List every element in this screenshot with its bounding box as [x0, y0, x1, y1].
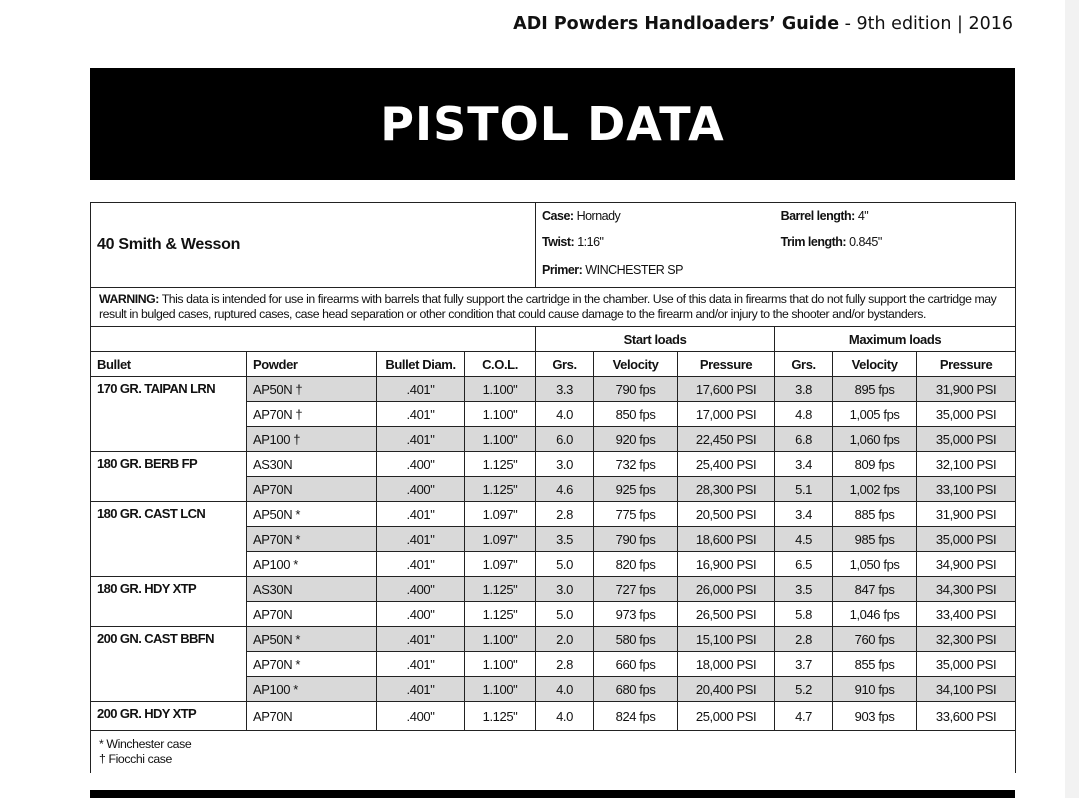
- cell-m-vel: 985 fps: [833, 527, 917, 552]
- cell-m-vel: 847 fps: [833, 577, 917, 602]
- cell-s-grs: 2.8: [536, 502, 594, 527]
- cell-m-pres: 31,900 PSI: [917, 502, 1016, 527]
- cell-s-pres: 25,000 PSI: [678, 702, 775, 731]
- twist-value: 1:16": [577, 235, 604, 249]
- cell-powder: AP50N *: [247, 627, 377, 652]
- table-row: [91, 452, 1016, 477]
- twist-label: Twist:: [542, 235, 575, 249]
- col-header-powder: Powder: [247, 352, 377, 377]
- guide-edition: - 9th edition | 2016: [844, 14, 1013, 34]
- footnote: † Fiocchi case: [99, 752, 172, 766]
- col-header-max-grs: Grs.: [775, 352, 833, 377]
- bottom-bar: [90, 790, 1015, 798]
- cell-diam: .401": [377, 652, 465, 677]
- warning-label: WARNING:: [99, 292, 159, 306]
- warning-body: This data is intended for use in firearms with barrels that fully support the cartridge in the chamber. Use of this data in firearms that do not fully support the cartridge may result in bulged cases, ruptured cases, case head separation or other condition that could cause damage to the firearm and/or injury to the shooter and/or bystanders.: [99, 292, 997, 321]
- cell-m-pres: 32,300 PSI: [917, 627, 1016, 652]
- cell-col: 1.097": [465, 552, 536, 577]
- cell-m-vel: 760 fps: [833, 627, 917, 652]
- cell-s-pres: 17,600 PSI: [678, 377, 775, 402]
- cell-col: 1.100": [465, 377, 536, 402]
- cell-s-vel: 680 fps: [594, 677, 678, 702]
- cell-powder: AS30N: [247, 452, 377, 477]
- cell-diam: .400": [377, 602, 465, 627]
- cell-powder: AP70N †: [247, 402, 377, 427]
- cell-s-pres: 26,500 PSI: [678, 602, 775, 627]
- cell-s-pres: 18,600 PSI: [678, 527, 775, 552]
- cell-s-grs: 3.0: [536, 452, 594, 477]
- cell-m-pres: 35,000 PSI: [917, 527, 1016, 552]
- table-row: [91, 577, 1016, 602]
- guide-header: [513, 14, 1013, 34]
- load-data-table: [90, 202, 1016, 773]
- cell-diam: .401": [377, 502, 465, 527]
- cell-m-grs: 6.5: [775, 552, 833, 577]
- cell-powder: AP70N: [247, 602, 377, 627]
- cell-s-vel: 850 fps: [594, 402, 678, 427]
- cell-s-pres: 18,000 PSI: [678, 652, 775, 677]
- table-row: [91, 502, 1016, 527]
- bullet-name: 200 GR. HDY XTP: [91, 702, 247, 731]
- cell-s-vel: 732 fps: [594, 452, 678, 477]
- cell-s-vel: 790 fps: [594, 377, 678, 402]
- cell-m-grs: 5.8: [775, 602, 833, 627]
- cell-col: 1.125": [465, 452, 536, 477]
- cell-m-grs: 3.7: [775, 652, 833, 677]
- table-row: [91, 377, 1016, 402]
- page-edge: [1065, 0, 1079, 798]
- cell-m-grs: 4.8: [775, 402, 833, 427]
- cell-m-vel: 903 fps: [833, 702, 917, 731]
- bullet-name: 170 GR. TAIPAN LRN: [91, 377, 247, 452]
- cell-s-grs: 4.6: [536, 477, 594, 502]
- cell-m-pres: 33,100 PSI: [917, 477, 1016, 502]
- cell-s-pres: 26,000 PSI: [678, 577, 775, 602]
- cell-s-pres: 25,400 PSI: [678, 452, 775, 477]
- cell-m-grs: 5.1: [775, 477, 833, 502]
- cell-m-pres: 32,100 PSI: [917, 452, 1016, 477]
- bullet-name: 200 GN. CAST BBFN: [91, 627, 247, 702]
- cell-m-vel: 1,050 fps: [833, 552, 917, 577]
- warning-row: [91, 288, 1016, 327]
- barrel-label: Barrel length:: [780, 209, 855, 223]
- cell-powder: AP50N *: [247, 502, 377, 527]
- col-header-max-velocity: Velocity: [833, 352, 917, 377]
- cell-powder: AP70N: [247, 702, 377, 731]
- cell-col: 1.100": [465, 627, 536, 652]
- cell-s-vel: 660 fps: [594, 652, 678, 677]
- cell-m-vel: 1,060 fps: [833, 427, 917, 452]
- bullet-name: 180 GR. HDY XTP: [91, 577, 247, 627]
- cell-powder: AP100 †: [247, 427, 377, 452]
- cell-s-vel: 775 fps: [594, 502, 678, 527]
- cell-m-grs: 4.7: [775, 702, 833, 731]
- cell-s-grs: 2.0: [536, 627, 594, 652]
- cell-s-grs: 3.0: [536, 577, 594, 602]
- barrel-info: [775, 203, 1016, 288]
- cell-m-grs: 6.8: [775, 427, 833, 452]
- cell-s-pres: 15,100 PSI: [678, 627, 775, 652]
- footnote: * Winchester case: [99, 737, 192, 751]
- cell-powder: AP50N †: [247, 377, 377, 402]
- cell-diam: .400": [377, 577, 465, 602]
- cell-s-vel: 824 fps: [594, 702, 678, 731]
- cell-s-vel: 920 fps: [594, 427, 678, 452]
- col-header-start-grs: Grs.: [536, 352, 594, 377]
- cell-s-grs: 2.8: [536, 652, 594, 677]
- cell-m-vel: 855 fps: [833, 652, 917, 677]
- cell-m-vel: 1,005 fps: [833, 402, 917, 427]
- cell-s-grs: 3.5: [536, 527, 594, 552]
- trim-value: 0.845": [849, 235, 882, 249]
- cell-diam: .401": [377, 677, 465, 702]
- cell-s-vel: 925 fps: [594, 477, 678, 502]
- cell-s-pres: 20,500 PSI: [678, 502, 775, 527]
- cell-m-vel: 1,046 fps: [833, 602, 917, 627]
- cell-s-grs: 5.0: [536, 602, 594, 627]
- cell-col: 1.100": [465, 652, 536, 677]
- section-title: PISTOL DATA: [380, 97, 725, 151]
- cell-powder: AP100 *: [247, 677, 377, 702]
- cartridge-info-row: [91, 203, 1016, 288]
- cell-s-grs: 5.0: [536, 552, 594, 577]
- trim-label: Trim length:: [780, 235, 847, 249]
- cell-s-vel: 727 fps: [594, 577, 678, 602]
- cell-m-pres: 31,900 PSI: [917, 377, 1016, 402]
- cell-diam: .401": [377, 627, 465, 652]
- cell-m-pres: 34,300 PSI: [917, 577, 1016, 602]
- cell-s-pres: 20,400 PSI: [678, 677, 775, 702]
- cell-powder: AP100 *: [247, 552, 377, 577]
- cell-m-grs: 3.5: [775, 577, 833, 602]
- cell-m-grs: 3.4: [775, 452, 833, 477]
- cell-col: 1.125": [465, 577, 536, 602]
- cell-m-pres: 34,100 PSI: [917, 677, 1016, 702]
- cell-diam: .401": [377, 427, 465, 452]
- guide-name: ADI Powders Handloaders’ Guide: [513, 14, 840, 34]
- cell-diam: .401": [377, 527, 465, 552]
- cell-m-vel: 1,002 fps: [833, 477, 917, 502]
- cell-powder: AP70N: [247, 477, 377, 502]
- cell-m-grs: 5.2: [775, 677, 833, 702]
- group-header-blank: [91, 327, 536, 352]
- cell-s-pres: 17,000 PSI: [678, 402, 775, 427]
- start-loads-header: Start loads: [536, 327, 775, 352]
- cell-col: 1.125": [465, 602, 536, 627]
- cell-s-pres: 28,300 PSI: [678, 477, 775, 502]
- cell-diam: .401": [377, 402, 465, 427]
- cell-m-vel: 885 fps: [833, 502, 917, 527]
- cell-diam: .400": [377, 477, 465, 502]
- bullet-name: 180 GR. CAST LCN: [91, 502, 247, 577]
- cell-s-pres: 16,900 PSI: [678, 552, 775, 577]
- col-header-start-pressure: Pressure: [678, 352, 775, 377]
- case-value: Hornady: [576, 209, 621, 223]
- case-label: Case:: [542, 209, 574, 223]
- cell-m-pres: 33,400 PSI: [917, 602, 1016, 627]
- cell-m-pres: 34,900 PSI: [917, 552, 1016, 577]
- table-row: [91, 627, 1016, 652]
- cell-col: 1.097": [465, 527, 536, 552]
- cell-m-pres: 33,600 PSI: [917, 702, 1016, 731]
- cell-m-grs: 3.8: [775, 377, 833, 402]
- cell-m-pres: 35,000 PSI: [917, 652, 1016, 677]
- col-header-col: C.O.L.: [465, 352, 536, 377]
- cell-diam: .401": [377, 377, 465, 402]
- cell-col: 1.125": [465, 702, 536, 731]
- cell-col: 1.100": [465, 402, 536, 427]
- table-row: [91, 702, 1016, 731]
- cell-col: 1.125": [465, 477, 536, 502]
- warning-text: [91, 288, 1016, 327]
- cell-powder: AP70N *: [247, 652, 377, 677]
- col-header-diam: Bullet Diam.: [377, 352, 465, 377]
- cell-s-grs: 6.0: [536, 427, 594, 452]
- cell-s-grs: 4.0: [536, 402, 594, 427]
- cell-m-grs: 4.5: [775, 527, 833, 552]
- col-header-start-velocity: Velocity: [594, 352, 678, 377]
- cartridge-name: 40 Smith & Wesson: [91, 203, 536, 288]
- cell-col: 1.100": [465, 427, 536, 452]
- cell-s-pres: 22,450 PSI: [678, 427, 775, 452]
- col-header-max-pressure: Pressure: [917, 352, 1016, 377]
- cell-m-vel: 895 fps: [833, 377, 917, 402]
- cell-diam: .400": [377, 702, 465, 731]
- case-info: [536, 203, 775, 288]
- cell-s-vel: 820 fps: [594, 552, 678, 577]
- cell-s-vel: 973 fps: [594, 602, 678, 627]
- section-banner: [90, 68, 1015, 180]
- cell-s-grs: 3.3: [536, 377, 594, 402]
- cell-powder: AS30N: [247, 577, 377, 602]
- cell-m-pres: 35,000 PSI: [917, 402, 1016, 427]
- cell-m-vel: 910 fps: [833, 677, 917, 702]
- cell-s-vel: 790 fps: [594, 527, 678, 552]
- cell-m-pres: 35,000 PSI: [917, 427, 1016, 452]
- cell-m-vel: 809 fps: [833, 452, 917, 477]
- cell-diam: .401": [377, 552, 465, 577]
- cell-m-grs: 3.4: [775, 502, 833, 527]
- cell-m-grs: 2.8: [775, 627, 833, 652]
- bullet-name: 180 GR. BERB FP: [91, 452, 247, 502]
- primer-value: WINCHESTER SP: [585, 263, 683, 277]
- column-header-row: [91, 352, 1016, 377]
- col-header-bullet: Bullet: [91, 352, 247, 377]
- cell-diam: .400": [377, 452, 465, 477]
- cell-col: 1.097": [465, 502, 536, 527]
- footnote-row: [91, 731, 1016, 774]
- cell-s-vel: 580 fps: [594, 627, 678, 652]
- cell-s-grs: 4.0: [536, 702, 594, 731]
- cell-col: 1.100": [465, 677, 536, 702]
- cell-s-grs: 4.0: [536, 677, 594, 702]
- primer-label: Primer:: [542, 263, 583, 277]
- footnotes: [91, 731, 1016, 774]
- cell-powder: AP70N *: [247, 527, 377, 552]
- group-header-row: [91, 327, 1016, 352]
- max-loads-header: Maximum loads: [775, 327, 1016, 352]
- barrel-value: 4": [857, 209, 869, 223]
